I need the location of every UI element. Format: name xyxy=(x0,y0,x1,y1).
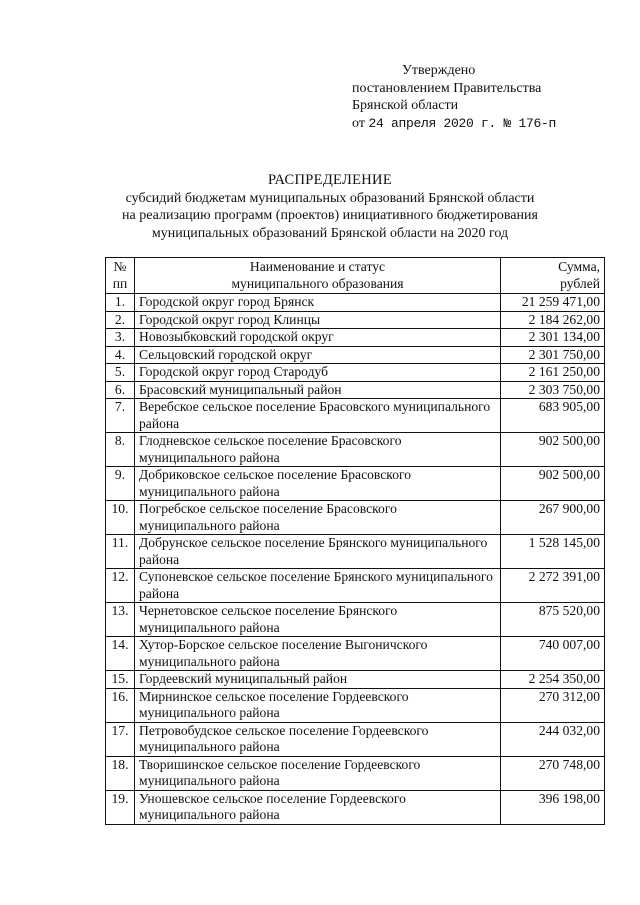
table-row xyxy=(106,399,605,433)
table-row xyxy=(106,501,605,535)
row-amount: 2 184 262,00 xyxy=(501,311,605,329)
header-name-line-2: муниципального образования xyxy=(231,275,404,291)
row-number: 19. xyxy=(106,790,135,824)
table-row xyxy=(106,381,605,399)
header-number-line-1: № xyxy=(113,259,127,274)
row-name: Гордеевский муниципальный район xyxy=(135,671,501,689)
approval-title: Утверждено xyxy=(402,63,476,78)
row-amount: 244 032,00 xyxy=(501,722,605,756)
row-amount: 2 272 391,00 xyxy=(501,569,605,603)
row-name: Хутор-Борское сельское поселение Выгоничского муниципального района xyxy=(135,637,501,671)
row-name: Чернетовское сельское поселение Брянского муниципального района xyxy=(135,603,501,637)
row-amount: 267 900,00 xyxy=(501,501,605,535)
header-name xyxy=(135,258,501,294)
row-number: 9. xyxy=(106,467,135,501)
header-name-line-1: Наименование и статус xyxy=(249,259,386,274)
row-name: Уношевское сельское поселение Гордеевского муниципального района xyxy=(135,790,501,824)
table-row xyxy=(106,311,605,329)
table-row xyxy=(106,294,605,312)
row-number: 14. xyxy=(106,637,135,671)
header-amount-line-2: рублей xyxy=(560,275,600,291)
row-name: Петровобудское сельское поселение Гордеевского муниципального района xyxy=(135,722,501,756)
row-number: 2. xyxy=(106,311,135,329)
row-amount: 1 528 145,00 xyxy=(501,535,605,569)
document-subtitle-line-2: на реализацию программ (проектов) инициативного бюджетирования xyxy=(122,208,538,223)
header-number xyxy=(106,258,135,294)
table-row xyxy=(106,756,605,790)
table-row xyxy=(106,603,605,637)
row-number: 8. xyxy=(106,433,135,467)
row-amount: 740 007,00 xyxy=(501,637,605,671)
header-number-line-2: пп xyxy=(112,275,128,291)
row-name: Веребское сельское поселение Брасовского муниципального района xyxy=(135,399,501,433)
row-amount: 683 905,00 xyxy=(501,399,605,433)
row-name: Брасовский муниципальный район xyxy=(135,381,501,399)
table-row xyxy=(106,535,605,569)
row-number: 13. xyxy=(106,603,135,637)
row-number: 17. xyxy=(106,722,135,756)
row-amount: 875 520,00 xyxy=(501,603,605,637)
row-name: Городской округ город Брянск xyxy=(135,294,501,312)
row-name: Городской округ город Стародуб xyxy=(135,364,501,382)
row-name: Супоневское сельское поселение Брянского муниципального района xyxy=(135,569,501,603)
document-title: РАСПРЕДЕЛЕНИЕ xyxy=(268,172,392,188)
table-row xyxy=(106,433,605,467)
approval-date-prefix: от xyxy=(352,115,369,131)
document-subtitle-line-1: субсидий бюджетам муниципальных образований Брянской области xyxy=(125,190,535,206)
approval-authority: постановлением Правительства xyxy=(352,80,542,96)
table-row xyxy=(106,671,605,689)
table-row xyxy=(106,722,605,756)
row-number: 15. xyxy=(106,671,135,689)
row-name: Добриковское сельское поселение Брасовского муниципального района xyxy=(135,467,501,501)
table-row xyxy=(106,346,605,364)
row-name: Сельцовский городской округ xyxy=(135,346,501,364)
approval-region: Брянской области xyxy=(352,98,459,113)
row-number: 5. xyxy=(106,364,135,382)
table-row xyxy=(106,637,605,671)
row-number: 6. xyxy=(106,381,135,399)
row-name: Глодневское сельское поселение Брасовского муниципального района xyxy=(135,433,501,467)
approval-date-line xyxy=(352,115,556,133)
row-name: Городской округ город Клинцы xyxy=(135,311,501,329)
row-amount: 2 303 750,00 xyxy=(501,381,605,399)
document-heading xyxy=(95,172,565,242)
row-name: Творишинское сельское поселение Гордеевского муниципального района xyxy=(135,756,501,790)
row-amount: 2 161 250,00 xyxy=(501,364,605,382)
row-number: 3. xyxy=(106,329,135,347)
row-amount: 21 259 471,00 xyxy=(501,294,605,312)
row-number: 11. xyxy=(106,535,135,569)
document-subtitle-line-3: муниципальных образований Брянской области на 2020 год xyxy=(151,225,509,241)
row-amount: 2 301 750,00 xyxy=(501,346,605,364)
row-number: 4. xyxy=(106,346,135,364)
table-header-row xyxy=(106,258,605,294)
row-number: 7. xyxy=(106,399,135,433)
row-name: Новозыбковский городской округ xyxy=(135,329,501,347)
row-number: 18. xyxy=(106,756,135,790)
table-row xyxy=(106,329,605,347)
row-name: Погребское сельское поселение Брасовского муниципального района xyxy=(135,501,501,535)
row-number: 10. xyxy=(106,501,135,535)
row-amount: 396 198,00 xyxy=(501,790,605,824)
row-name: Мирнинское сельское поселение Гордеевского муниципального района xyxy=(135,688,501,722)
table-row xyxy=(106,569,605,603)
table-row xyxy=(106,688,605,722)
table-row xyxy=(106,790,605,824)
row-name: Добрунское сельское поселение Брянского муниципального района xyxy=(135,535,501,569)
row-number: 12. xyxy=(106,569,135,603)
row-number: 16. xyxy=(106,688,135,722)
row-amount: 270 312,00 xyxy=(501,688,605,722)
subsidy-table xyxy=(105,257,605,825)
approval-block xyxy=(352,62,556,132)
row-amount: 2 254 350,00 xyxy=(501,671,605,689)
row-number: 1. xyxy=(106,294,135,312)
table-row xyxy=(106,364,605,382)
header-amount xyxy=(501,258,605,294)
row-amount: 902 500,00 xyxy=(501,467,605,501)
header-amount-line-1: Сумма, xyxy=(558,259,600,274)
table-row xyxy=(106,467,605,501)
row-amount: 2 301 134,00 xyxy=(501,329,605,347)
row-amount: 902 500,00 xyxy=(501,433,605,467)
row-amount: 270 748,00 xyxy=(501,756,605,790)
approval-date: 24 апреля 2020 г. № 176-п xyxy=(368,115,556,131)
